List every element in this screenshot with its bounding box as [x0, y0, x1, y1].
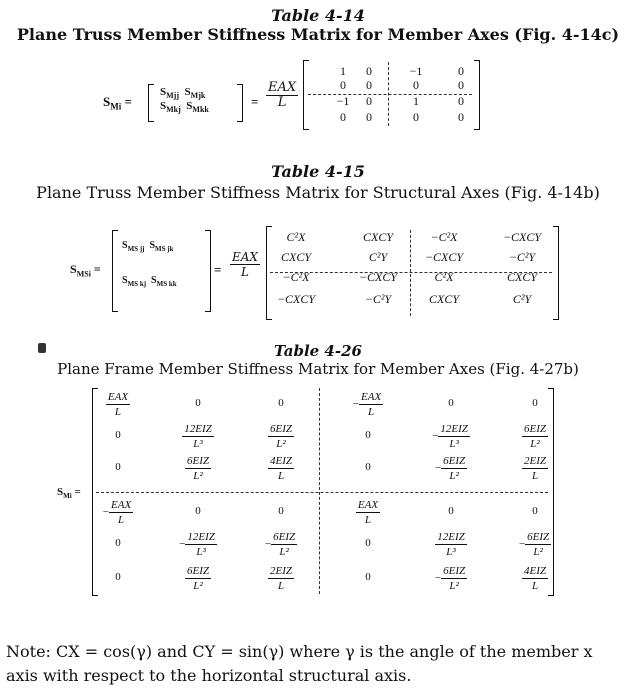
- coefficient: $\frac{\text{EAX}}{L}$: [268, 80, 297, 110]
- matrix-cell: 0: [195, 505, 201, 517]
- matrix-cell: 0: [365, 461, 371, 473]
- matrix-cell: CXCY: [362, 230, 393, 244]
- lhs-symbol: $S_{Mi}$ =: [57, 486, 81, 501]
- matrix-cell: [416, 564, 486, 593]
- fraction: $\frac{\text{2EIZ}}{L}$: [270, 565, 292, 592]
- matrix-cell: [500, 422, 570, 451]
- table-4-14-number: Table 4-14: [271, 6, 365, 25]
- fraction: $\frac{\text{4EIZ}}{L}$: [270, 455, 292, 482]
- matrix-cell: [163, 422, 233, 451]
- matrix-cell: 0: [413, 110, 419, 124]
- table-4-26-equation: [0, 384, 636, 600]
- matrix-cell: −1: [336, 94, 350, 108]
- table-4-15-title: Plane Truss Member Stiffness Matrix for Structural Axes (Fig. 4-14b): [36, 183, 600, 202]
- matrix-cell: 0: [115, 429, 121, 441]
- sign: −: [264, 538, 272, 551]
- matrix-cell: 0: [195, 397, 201, 409]
- fraction: $\frac{\text{12EIZ}}{\text{L³}}$: [184, 423, 212, 450]
- fraction: $\frac{\text{6EIZ}}{\text{L²}}$: [443, 455, 466, 482]
- matrix-cell: 1: [340, 64, 346, 78]
- matrix-cell: [416, 422, 486, 451]
- sign: −: [434, 462, 442, 475]
- sign: −: [434, 572, 442, 585]
- matrix-cell: 0: [365, 571, 371, 583]
- matrix-cell: 0: [115, 537, 121, 549]
- matrix-cell: −CXCY: [358, 270, 398, 284]
- matrix-cell: −C²X: [282, 270, 310, 284]
- matrix-cell: −C²Y: [508, 250, 536, 264]
- note: [6, 640, 632, 688]
- matrix-cell: 0: [458, 94, 464, 108]
- sign: −: [518, 538, 526, 551]
- matrix-cell: 0: [115, 571, 121, 583]
- fraction: $\frac{\text{EAX}}{L}$: [357, 499, 379, 526]
- matrix-cell: C²Y: [512, 292, 532, 306]
- block-matrix: $S_{Mjj}$ $S_{Mjk}$ $S_{Mkj}$ $S_{Mkk}$: [160, 86, 209, 115]
- sign: −: [352, 398, 360, 411]
- table-4-15-equation: $S_{MSi}$ = $S_{MS jj}$ $S_{MS jk}$ $S_{MS kj}$ $S_{MS kk}$ = $\frac{\text{EAX}}{L}$ C²X CXCY −C²X −CXCY CXCY C²Y −CXCY −C²Y −C²X −CXCY C²X CXCY −CXCY −C²Y CXCY C²Y: [0, 222, 636, 322]
- matrix-cell: 0: [366, 64, 372, 78]
- fraction: $\frac{\text{EAX}}{L}$: [107, 391, 129, 418]
- table-4-26-number: Table 4-26: [274, 342, 362, 360]
- matrix-cell: [246, 530, 316, 559]
- coefficient: $\frac{\text{EAX}}{L}$: [232, 250, 258, 279]
- matrix-cell: [163, 530, 233, 559]
- matrix-cell: 0: [458, 110, 464, 124]
- matrix-cell: C²X: [434, 270, 454, 284]
- matrix-cell: 0: [366, 110, 372, 124]
- fraction: $\frac{\text{EAX}}{L}$: [361, 391, 382, 418]
- matrix-cell: 0: [365, 537, 371, 549]
- fraction: $\frac{\text{4EIZ}}{L}$: [524, 565, 546, 592]
- matrix-cell: [246, 454, 316, 483]
- fraction: $\frac{\text{2EIZ}}{L}$: [524, 455, 546, 482]
- matrix-cell: −1: [409, 64, 423, 78]
- lhs-symbol: $S_{MSi}$ =: [70, 262, 101, 279]
- matrix-cell: 0: [340, 78, 346, 92]
- fraction: $\frac{\text{6EIZ}}{\text{L²}}$: [443, 565, 466, 592]
- matrix-cell: 0: [448, 397, 454, 409]
- sign: −: [102, 506, 110, 519]
- lhs-symbol: $S_{Mi}$ =: [103, 94, 132, 112]
- matrix-cell: −CXCY: [276, 292, 316, 306]
- note-line-1: Note: CX = cos(γ) and CY = sin(γ) where γ is the angle of the member x: [6, 642, 593, 661]
- fraction: $\frac{\text{EAX}}{L}$: [111, 499, 132, 526]
- matrix-cell: [500, 454, 570, 483]
- matrix-cell: 0: [532, 397, 538, 409]
- matrix-cell: [246, 422, 316, 451]
- matrix-cell: 0: [340, 110, 346, 124]
- table-4-26-title: Plane Frame Member Stiffness Matrix for Member Axes (Fig. 4-27b): [57, 360, 579, 378]
- matrix-cell: 0: [365, 429, 371, 441]
- matrix-cell: [333, 498, 403, 527]
- matrix-cell: 0: [278, 397, 284, 409]
- table-4-15-number: Table 4-15: [271, 162, 365, 181]
- matrix-cell: 1: [413, 94, 419, 108]
- matrix-cell: 0: [413, 78, 419, 92]
- sign: −: [432, 430, 439, 443]
- matrix-cell: [416, 454, 486, 483]
- matrix-cell: 0: [532, 505, 538, 517]
- matrix-cell: [163, 564, 233, 593]
- fraction: $\frac{\text{6EIZ}}{\text{L²}}$: [273, 531, 296, 558]
- matrix-cell: [246, 564, 316, 593]
- matrix-cell: 0: [366, 78, 372, 92]
- matrix-cell: [163, 454, 233, 483]
- matrix-cell: [83, 498, 153, 527]
- block-matrix: $S_{MS jj}$ $S_{MS jk}$ $S_{MS kj}$ $S_{MS kk}$: [122, 240, 177, 288]
- matrix-cell: [83, 390, 153, 419]
- fraction: $\frac{\text{12EIZ}}{\text{L³}}$: [440, 423, 468, 450]
- matrix-cell: 0: [115, 461, 121, 473]
- matrix-cell: [500, 564, 570, 593]
- matrix-cell: 0: [278, 505, 284, 517]
- fraction: $\frac{\text{6EIZ}}{\text{L²}}$: [187, 565, 209, 592]
- matrix-cell: −CXCY: [424, 250, 464, 264]
- fraction: $\frac{\text{6EIZ}}{\text{L²}}$: [270, 423, 292, 450]
- matrix-cell: −CXCY: [502, 230, 542, 244]
- matrix-cell: CXCY: [506, 270, 537, 284]
- matrix-cell: 0: [366, 94, 372, 108]
- matrix-cell: 0: [448, 505, 454, 517]
- matrix-cell: 0: [458, 64, 464, 78]
- matrix-cell: C²X: [286, 230, 306, 244]
- table-4-14-equation: $S_{Mi}$ = $S_{Mjj}$ $S_{Mjk}$ $S_{Mkj}$ $S_{Mkk}$ = $\frac{\text{EAX}}{L}$ 1 0 −1 0 0 0 0 0 −1 0 1 0 0 0 0 0: [0, 56, 636, 136]
- matrix-cell: 0: [458, 78, 464, 92]
- matrix-cell: C²Y: [368, 250, 388, 264]
- matrix-cell: [416, 530, 486, 559]
- fraction: $\frac{\text{6EIZ}}{\text{L²}}$: [187, 455, 209, 482]
- matrix-cell: −C²X: [430, 230, 458, 244]
- table-4-14-title: Plane Truss Member Stiffness Matrix for Member Axes (Fig. 4-14c): [16, 25, 620, 44]
- matrix-cell: [500, 530, 570, 559]
- fraction: $\frac{\text{12EIZ}}{\text{L³}}$: [187, 531, 215, 558]
- sign: −: [179, 538, 186, 551]
- matrix-cell: −C²Y: [364, 292, 392, 306]
- matrix-cell: CXCY: [280, 250, 311, 264]
- matrix-cell: CXCY: [428, 292, 459, 306]
- fraction: $\frac{\text{12EIZ}}{\text{L³}}$: [437, 531, 465, 558]
- matrix-cell: [333, 390, 403, 419]
- fraction: $\frac{\text{6EIZ}}{\text{L²}}$: [524, 423, 546, 450]
- fraction: $\frac{\text{6EIZ}}{\text{L²}}$: [527, 531, 550, 558]
- note-line-2: axis with respect to the horizontal structural axis.: [6, 666, 412, 685]
